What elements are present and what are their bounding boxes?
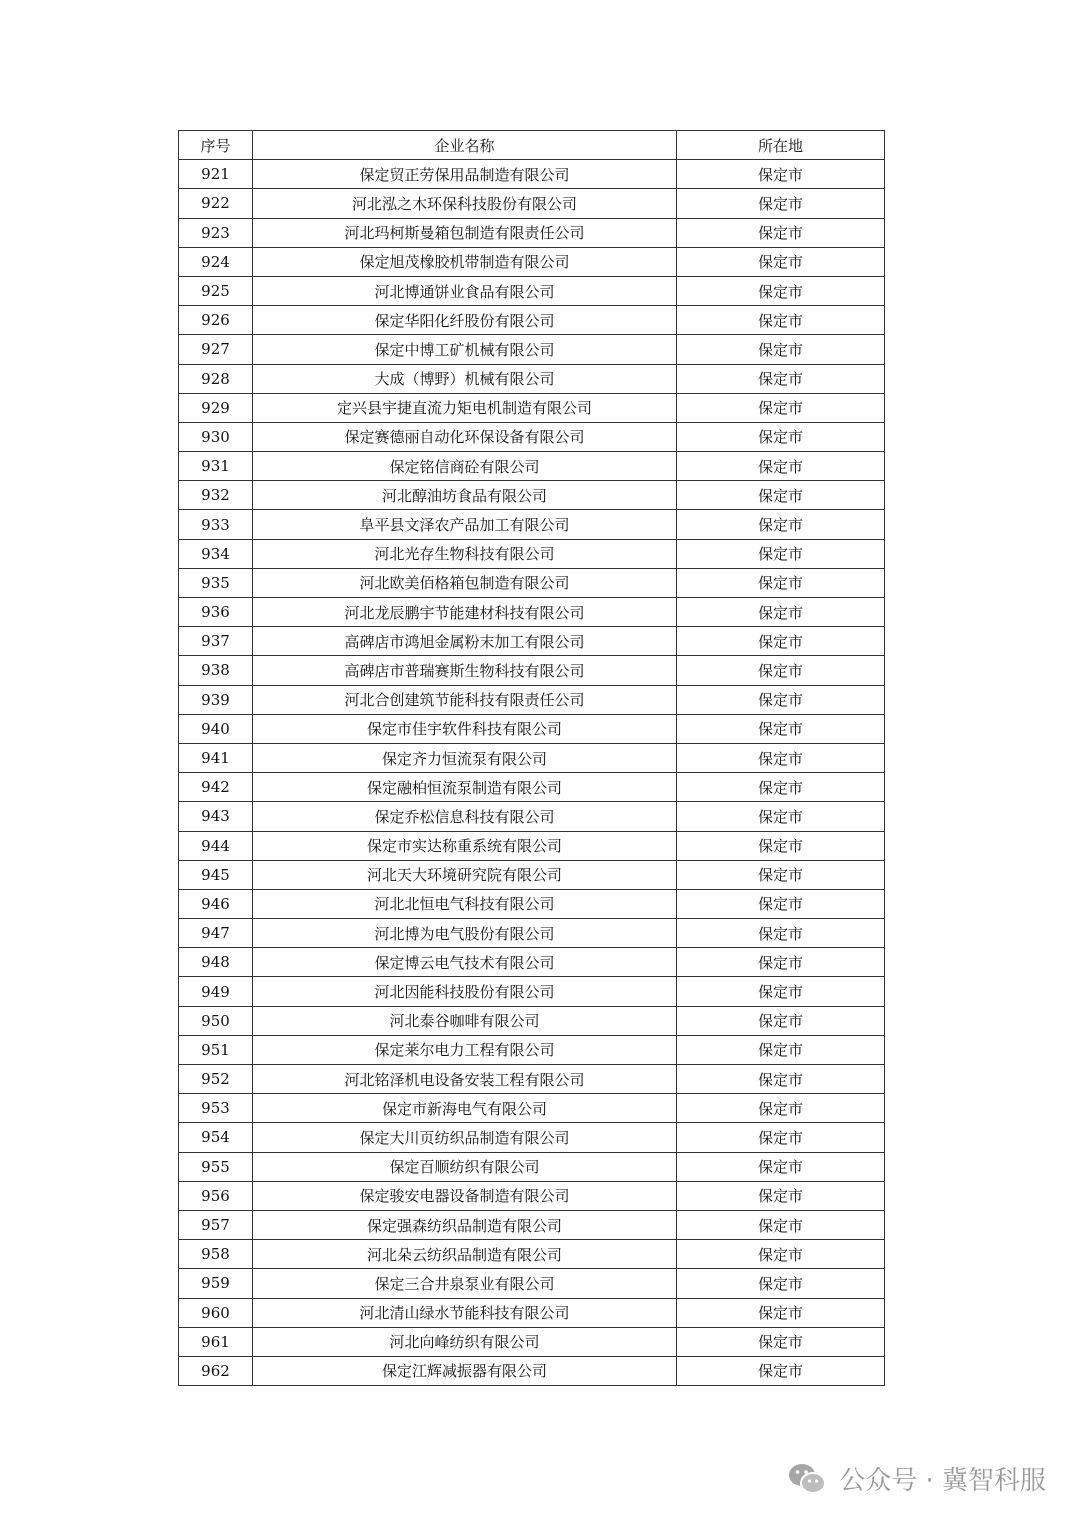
table-row (179, 860, 885, 889)
cell-index: 939 (179, 685, 253, 714)
table-row (179, 889, 885, 918)
cell-location: 保定市 (677, 1240, 885, 1269)
table-row (179, 247, 885, 276)
cell-index: 953 (179, 1094, 253, 1123)
cell-index: 941 (179, 743, 253, 772)
table-row (179, 1094, 885, 1123)
cell-index: 957 (179, 1210, 253, 1239)
cell-company-name: 河北博为电气股份有限公司 (253, 919, 677, 948)
cell-index: 951 (179, 1035, 253, 1064)
table-row (179, 452, 885, 481)
cell-company-name: 保定莱尔电力工程有限公司 (253, 1035, 677, 1064)
cell-location: 保定市 (677, 1210, 885, 1239)
cell-location: 保定市 (677, 627, 885, 656)
cell-index: 950 (179, 1006, 253, 1035)
cell-index: 945 (179, 860, 253, 889)
cell-index: 923 (179, 218, 253, 247)
cell-company-name: 河北玛柯斯曼箱包制造有限责任公司 (253, 218, 677, 247)
cell-location: 保定市 (677, 276, 885, 305)
cell-location: 保定市 (677, 1006, 885, 1035)
table-row (179, 276, 885, 305)
cell-company-name: 保定齐力恒流泵有限公司 (253, 743, 677, 772)
cell-index: 934 (179, 539, 253, 568)
cell-index: 938 (179, 656, 253, 685)
cell-index: 935 (179, 568, 253, 597)
header-location: 所在地 (677, 131, 885, 160)
watermark (787, 1460, 1046, 1497)
cell-index: 937 (179, 627, 253, 656)
cell-location: 保定市 (677, 743, 885, 772)
cell-location: 保定市 (677, 714, 885, 743)
cell-company-name: 河北天大环境研究院有限公司 (253, 860, 677, 889)
cell-location: 保定市 (677, 335, 885, 364)
cell-company-name: 河北龙辰鹏宇节能建材科技有限公司 (253, 598, 677, 627)
table-row (179, 977, 885, 1006)
cell-index: 959 (179, 1269, 253, 1298)
cell-index: 925 (179, 276, 253, 305)
table-row (179, 1006, 885, 1035)
cell-index: 927 (179, 335, 253, 364)
cell-company-name: 河北铭泽机电设备安装工程有限公司 (253, 1065, 677, 1094)
cell-location: 保定市 (677, 1181, 885, 1210)
cell-index: 936 (179, 598, 253, 627)
table-row (179, 919, 885, 948)
table-row (179, 802, 885, 831)
header-name: 企业名称 (253, 131, 677, 160)
cell-index: 926 (179, 306, 253, 335)
table-row (179, 773, 885, 802)
table-row (179, 189, 885, 218)
cell-location: 保定市 (677, 306, 885, 335)
table-row (179, 539, 885, 568)
cell-company-name: 保定三合井泉泵业有限公司 (253, 1269, 677, 1298)
cell-company-name: 保定华阳化纤股份有限公司 (253, 306, 677, 335)
cell-company-name: 大成（博野）机械有限公司 (253, 364, 677, 393)
cell-company-name: 高碑店市鸿旭金属粉末加工有限公司 (253, 627, 677, 656)
cell-company-name: 河北向峰纺织有限公司 (253, 1327, 677, 1356)
table-row (179, 335, 885, 364)
table-row (179, 1152, 885, 1181)
cell-location: 保定市 (677, 1123, 885, 1152)
cell-index: 924 (179, 247, 253, 276)
cell-location: 保定市 (677, 1269, 885, 1298)
cell-index: 958 (179, 1240, 253, 1269)
watermark-text: 公众号 · 冀智科服 (839, 1466, 1046, 1496)
cell-company-name: 河北因能科技股份有限公司 (253, 977, 677, 1006)
cell-location: 保定市 (677, 1065, 885, 1094)
cell-location: 保定市 (677, 802, 885, 831)
table-body (179, 160, 885, 1386)
cell-company-name: 河北欧美佰格箱包制造有限公司 (253, 568, 677, 597)
table-row (179, 656, 885, 685)
cell-company-name: 河北泰谷咖啡有限公司 (253, 1006, 677, 1035)
cell-company-name: 保定贸正劳保用品制造有限公司 (253, 160, 677, 189)
cell-index: 933 (179, 510, 253, 539)
table-row (179, 481, 885, 510)
cell-company-name: 保定大川页纺织品制造有限公司 (253, 1123, 677, 1152)
cell-index: 961 (179, 1327, 253, 1356)
cell-index: 943 (179, 802, 253, 831)
cell-company-name: 保定赛德丽自动化环保设备有限公司 (253, 422, 677, 451)
cell-company-name: 保定乔松信息科技有限公司 (253, 802, 677, 831)
cell-location: 保定市 (677, 539, 885, 568)
table-row (179, 160, 885, 189)
table-header-row (179, 131, 885, 160)
cell-location: 保定市 (677, 510, 885, 539)
header-index: 序号 (179, 131, 253, 160)
table-row (179, 306, 885, 335)
cell-index: 947 (179, 919, 253, 948)
cell-index: 960 (179, 1298, 253, 1327)
table-row (179, 1269, 885, 1298)
table-row (179, 714, 885, 743)
cell-company-name: 保定铭信商砼有限公司 (253, 452, 677, 481)
cell-index: 952 (179, 1065, 253, 1094)
cell-company-name: 河北博通饼业食品有限公司 (253, 276, 677, 305)
cell-location: 保定市 (677, 422, 885, 451)
cell-company-name: 河北北恒电气科技有限公司 (253, 889, 677, 918)
table-row (179, 1181, 885, 1210)
table-row (179, 1298, 885, 1327)
cell-location: 保定市 (677, 1094, 885, 1123)
cell-index: 956 (179, 1181, 253, 1210)
cell-location: 保定市 (677, 1035, 885, 1064)
cell-company-name: 河北清山绿水节能科技有限公司 (253, 1298, 677, 1327)
cell-index: 928 (179, 364, 253, 393)
cell-location: 保定市 (677, 685, 885, 714)
cell-company-name: 河北醇油坊食品有限公司 (253, 481, 677, 510)
cell-company-name: 定兴县宇捷直流力矩电机制造有限公司 (253, 393, 677, 422)
cell-location: 保定市 (677, 831, 885, 860)
cell-location: 保定市 (677, 364, 885, 393)
table-row (179, 598, 885, 627)
cell-company-name: 河北朵云纺织品制造有限公司 (253, 1240, 677, 1269)
cell-company-name: 保定百顺纺织有限公司 (253, 1152, 677, 1181)
cell-company-name: 保定融柏恒流泵制造有限公司 (253, 773, 677, 802)
table-row (179, 685, 885, 714)
cell-index: 929 (179, 393, 253, 422)
cell-index: 944 (179, 831, 253, 860)
cell-index: 962 (179, 1356, 253, 1385)
cell-company-name: 保定江辉减振器有限公司 (253, 1356, 677, 1385)
table-row (179, 1035, 885, 1064)
cell-company-name: 保定市实达称重系统有限公司 (253, 831, 677, 860)
cell-location: 保定市 (677, 247, 885, 276)
cell-location: 保定市 (677, 889, 885, 918)
cell-location: 保定市 (677, 1327, 885, 1356)
cell-index: 922 (179, 189, 253, 218)
cell-index: 946 (179, 889, 253, 918)
cell-index: 955 (179, 1152, 253, 1181)
cell-location: 保定市 (677, 977, 885, 1006)
cell-location: 保定市 (677, 1356, 885, 1385)
table-row (179, 393, 885, 422)
cell-location: 保定市 (677, 393, 885, 422)
cell-company-name: 保定市佳宇软件科技有限公司 (253, 714, 677, 743)
cell-location: 保定市 (677, 656, 885, 685)
cell-location: 保定市 (677, 860, 885, 889)
table-row (179, 1327, 885, 1356)
cell-location: 保定市 (677, 1298, 885, 1327)
cell-company-name: 保定骏安电器设备制造有限公司 (253, 1181, 677, 1210)
table-row (179, 1123, 885, 1152)
cell-index: 921 (179, 160, 253, 189)
table-row (179, 1356, 885, 1385)
table-row (179, 364, 885, 393)
table-row (179, 218, 885, 247)
cell-index: 942 (179, 773, 253, 802)
table-row (179, 422, 885, 451)
enterprise-table (178, 130, 885, 1386)
cell-index: 948 (179, 948, 253, 977)
cell-index: 931 (179, 452, 253, 481)
cell-location: 保定市 (677, 568, 885, 597)
table-row (179, 1240, 885, 1269)
table-row (179, 1210, 885, 1239)
cell-company-name: 河北合创建筑节能科技有限责任公司 (253, 685, 677, 714)
table-row (179, 948, 885, 977)
cell-location: 保定市 (677, 160, 885, 189)
cell-company-name: 高碑店市普瑞赛斯生物科技有限公司 (253, 656, 677, 685)
cell-company-name: 保定强森纺织品制造有限公司 (253, 1210, 677, 1239)
table-row (179, 627, 885, 656)
cell-company-name: 保定旭茂橡胶机带制造有限公司 (253, 247, 677, 276)
table-row (179, 1065, 885, 1094)
cell-location: 保定市 (677, 452, 885, 481)
cell-location: 保定市 (677, 189, 885, 218)
cell-company-name: 阜平县文泽农产品加工有限公司 (253, 510, 677, 539)
cell-company-name: 河北光存生物科技有限公司 (253, 539, 677, 568)
cell-index: 954 (179, 1123, 253, 1152)
cell-location: 保定市 (677, 948, 885, 977)
cell-company-name: 保定博云电气技术有限公司 (253, 948, 677, 977)
cell-location: 保定市 (677, 598, 885, 627)
cell-location: 保定市 (677, 218, 885, 247)
cell-location: 保定市 (677, 1152, 885, 1181)
cell-company-name: 保定中博工矿机械有限公司 (253, 335, 677, 364)
table-row (179, 568, 885, 597)
cell-location: 保定市 (677, 919, 885, 948)
cell-index: 949 (179, 977, 253, 1006)
table-row (179, 743, 885, 772)
cell-location: 保定市 (677, 481, 885, 510)
cell-index: 932 (179, 481, 253, 510)
table-row (179, 831, 885, 860)
cell-company-name: 河北泓之木环保科技股份有限公司 (253, 189, 677, 218)
cell-index: 940 (179, 714, 253, 743)
table-row (179, 510, 885, 539)
wechat-icon (787, 1462, 827, 1496)
cell-location: 保定市 (677, 773, 885, 802)
cell-company-name: 保定市新海电气有限公司 (253, 1094, 677, 1123)
cell-index: 930 (179, 422, 253, 451)
